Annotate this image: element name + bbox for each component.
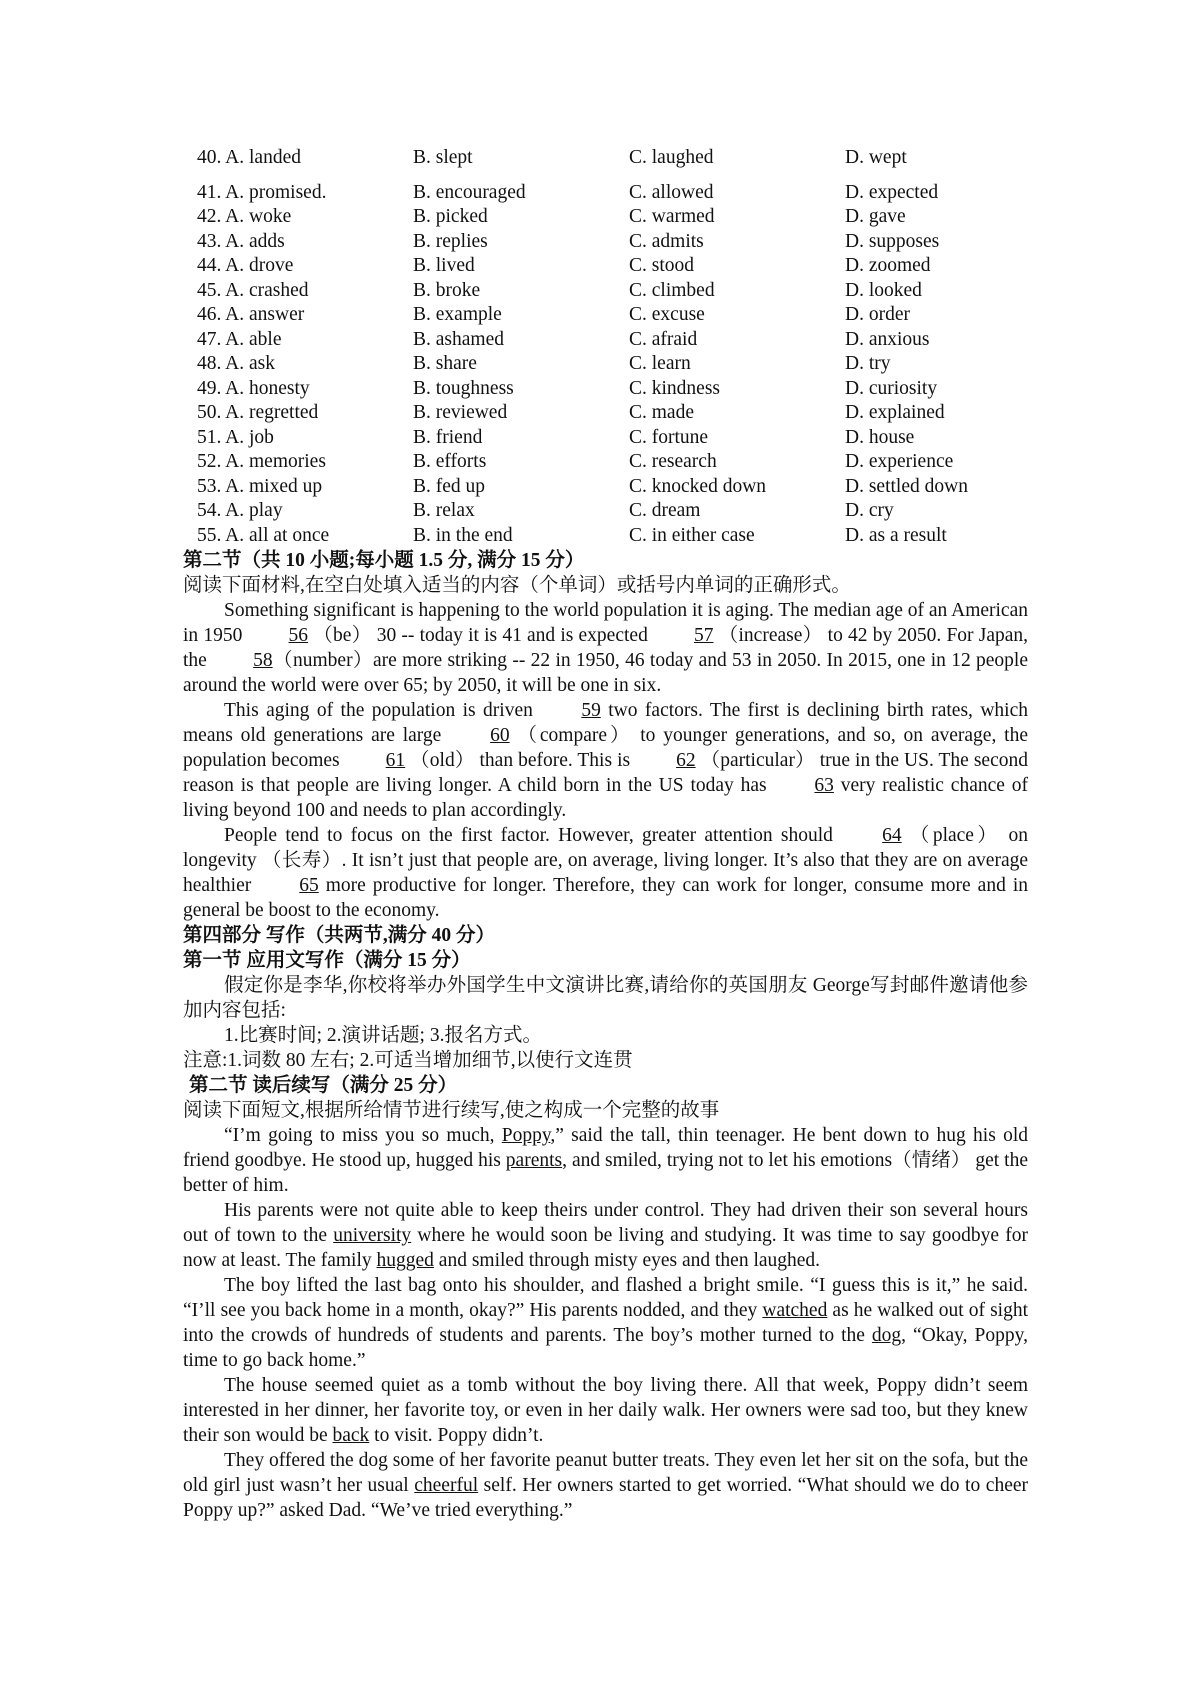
option-c[interactable]: C. allowed: [629, 181, 714, 203]
option-a[interactable]: 52. A. memories: [197, 451, 326, 472]
story-p3: The boy lifted the last bag onto his shoulder, and flashed a bright smile. “I guess this is it,” he said. “I’ll see you back home in a month, okay?” His parents nodded, and they watched as he walked out of sight into the crowds of hundreds of students and parents. The boy’s mother turned to the dog, “Okay, Poppy, time to go back home.”: [183, 1275, 1028, 1371]
option-b[interactable]: B. relax: [413, 500, 475, 521]
option-d[interactable]: D. order: [845, 304, 910, 325]
option-b[interactable]: B. reviewed: [413, 402, 508, 423]
option-b[interactable]: B. picked: [413, 206, 488, 227]
option-a[interactable]: 48. A. ask: [197, 353, 275, 374]
option-a[interactable]: 54. A. play: [197, 500, 283, 521]
option-c[interactable]: C. kindness: [629, 377, 721, 399]
blank-60[interactable]: 60: [490, 725, 510, 746]
underlined-word: parents: [505, 1150, 563, 1171]
story-p4: The house seemed quiet as a tomb without the boy living there. All that week, Poppy didn’t seem interested in her dinner, her favorite toy, or even in her daily walk. Her owners were sad too, but they knew their son would be back to visit. Poppy didn’t.: [183, 1375, 1028, 1446]
option-c[interactable]: C. laughed: [629, 147, 714, 168]
cloze-options: [183, 146, 1028, 548]
option-b[interactable]: B. example: [413, 304, 502, 325]
option-d[interactable]: D. looked: [845, 279, 922, 301]
option-b[interactable]: B. toughness: [413, 377, 514, 399]
option-c[interactable]: C. made: [629, 402, 694, 423]
exam-page: [183, 146, 1028, 1523]
underlined-word: cheerful: [414, 1475, 479, 1496]
option-a[interactable]: 41. A. promised.: [197, 181, 327, 203]
writing-section2-instruction: 阅读下面短文,根据所给情节进行续写,使之构成一个完整的故事: [183, 1100, 720, 1121]
option-row: [197, 328, 1028, 353]
part4-heading: 第四部分 写作（共两节,满分 40 分）: [183, 925, 496, 946]
option-c[interactable]: C. warmed: [629, 206, 715, 227]
option-d[interactable]: D. zoomed: [845, 255, 931, 276]
option-a[interactable]: 46. A. answer: [197, 304, 305, 325]
underlined-word: Poppy: [501, 1125, 551, 1146]
option-d[interactable]: D. house: [845, 426, 915, 448]
option-d[interactable]: D. anxious: [845, 328, 930, 350]
option-a[interactable]: 50. A. regretted: [197, 402, 319, 423]
option-c[interactable]: C. admits: [629, 230, 704, 252]
writing-section1-heading: 第一节 应用文写作（满分 15 分）: [183, 950, 471, 971]
option-d[interactable]: D. wept: [845, 147, 907, 168]
grammar-passage-p3: People tend to focus on the first factor. However, greater attention should 64 （place） on longevity （长寿）. It isn’t just that people are, on average, living longer. It’s also that they are on average healthier 65 more productive for longer. Therefore, they can work for longer, consume more and in general be boost to the economy.: [183, 825, 1028, 921]
option-c[interactable]: C. knocked down: [629, 475, 767, 497]
blank-57[interactable]: 57: [694, 625, 714, 646]
option-a[interactable]: 49. A. honesty: [197, 377, 310, 399]
option-a[interactable]: 42. A. woke: [197, 206, 292, 227]
option-b[interactable]: B. replies: [413, 230, 488, 252]
option-b[interactable]: B. encouraged: [413, 181, 526, 203]
story-p1: “I’m going to miss you so much, Poppy,” said the tall, thin teenager. He bent down to hug his old friend goodbye. He stood up, hugged his parents, and smiled, trying not to let his emotions（情绪） get the better of him.: [183, 1125, 1028, 1196]
option-row: [197, 303, 1028, 328]
option-c[interactable]: C. in either case: [629, 524, 755, 546]
writing-notes: 注意:1.词数 80 左右; 2.可适当增加细节,以使行文连贯: [183, 1050, 633, 1071]
option-row: [197, 426, 1028, 451]
option-d[interactable]: D. experience: [845, 451, 954, 472]
option-row: [197, 254, 1028, 279]
option-c[interactable]: C. dream: [629, 500, 701, 521]
option-a[interactable]: 51. A. job: [197, 426, 274, 448]
option-c[interactable]: C. learn: [629, 353, 691, 374]
option-row: [197, 475, 1028, 500]
writing-points: 1.比赛时间; 2.演讲话题; 3.报名方式。: [224, 1025, 542, 1046]
option-a[interactable]: 43. A. adds: [197, 230, 285, 252]
underlined-word: dog: [871, 1325, 902, 1346]
option-row: [197, 230, 1028, 255]
option-d[interactable]: D. cry: [845, 500, 894, 521]
section2-instruction: 阅读下面材料,在空白处填入适当的内容（个单词）或括号内单词的正确形式。: [183, 575, 851, 596]
blank-59[interactable]: 59: [581, 700, 601, 721]
option-row: [197, 524, 1028, 549]
option-b[interactable]: B. in the end: [413, 524, 513, 546]
grammar-passage-p1: Something significant is happening to the world population it is aging. The median age of an American in 1950 56 （be） 30 -- today it is 41 and is expected 57 （increase） to 42 by 2050. For Japan, the 58（number）are more striking -- 22 in 1950, 46 today and 53 in 2050. In 2015, one in 12 people around the world were over 65; by 2050, it will be one in six.: [183, 600, 1029, 696]
underlined-word: university: [333, 1225, 412, 1246]
option-d[interactable]: D. curiosity: [845, 377, 938, 399]
grammar-passage-p2: This aging of the population is driven 59 two factors. The first is declining birth rates, which means old generations are large 60 （compare） to younger generations, and so, on average, the population becomes 61 （old） than before. This is 62 （particular） true in the US. The second reason is that people are living longer. A child born in the US today has 63 very realistic chance of living beyond 100 and needs to plan accordingly.: [183, 700, 1028, 821]
option-b[interactable]: B. lived: [413, 255, 475, 276]
section2-heading: 第二节（共 10 小题;每小题 1.5 分, 满分 15 分）: [183, 550, 585, 571]
underlined-word: back: [332, 1425, 370, 1446]
option-a[interactable]: 40. A. landed: [197, 147, 301, 168]
option-d[interactable]: D. settled down: [845, 475, 968, 497]
underlined-word: hugged: [376, 1250, 434, 1271]
option-d[interactable]: D. as a result: [845, 524, 947, 546]
option-row: [197, 401, 1028, 426]
option-row: [197, 352, 1028, 377]
option-c[interactable]: C. excuse: [629, 304, 705, 325]
option-a[interactable]: 47. A. able: [197, 328, 282, 350]
blank-64[interactable]: 64: [882, 825, 902, 846]
option-a[interactable]: 44. A. drove: [197, 255, 294, 276]
option-a[interactable]: 53. A. mixed up: [197, 475, 323, 497]
option-b[interactable]: B. ashamed: [413, 328, 504, 350]
option-b[interactable]: B. slept: [413, 147, 473, 168]
option-a[interactable]: 45. A. crashed: [197, 279, 309, 301]
option-c[interactable]: C. fortune: [629, 426, 709, 448]
blank-63[interactable]: 63: [814, 775, 834, 796]
option-b[interactable]: B. efforts: [413, 451, 487, 472]
option-b[interactable]: B. friend: [413, 426, 483, 448]
story-p5: They offered the dog some of her favorite peanut butter treats. They even let her sit on the sofa, but the old girl just wasn’t her usual cheerful self. Her owners started to get worried. “What should we do to cheer Poppy up?” asked Dad. “We’ve tried everything.”: [183, 1450, 1028, 1521]
option-b[interactable]: B. broke: [413, 279, 481, 301]
option-c[interactable]: C. climbed: [629, 279, 715, 301]
option-c[interactable]: C. stood: [629, 255, 695, 276]
option-d[interactable]: D. expected: [845, 181, 939, 203]
option-row: [197, 499, 1028, 524]
blank-62[interactable]: 62: [676, 750, 696, 771]
option-row: [197, 450, 1028, 475]
option-d[interactable]: D. try: [845, 353, 891, 374]
option-a[interactable]: 55. A. all at once: [197, 524, 330, 546]
option-row: [197, 279, 1028, 304]
underlined-word: watched: [762, 1300, 828, 1321]
option-row: [197, 146, 1028, 171]
writing-section2-heading: 第二节 读后续写（满分 25 分）: [189, 1075, 458, 1096]
option-row: [197, 205, 1028, 230]
option-row: [197, 181, 1028, 206]
option-c[interactable]: C. research: [629, 451, 717, 472]
writing-prompt: 假定你是李华,你校将举办外国学生中文演讲比赛,请给你的英国朋友 George写封邮件邀请他参加内容包括:: [183, 975, 1028, 1021]
option-row: [197, 377, 1028, 402]
option-d[interactable]: D. supposes: [845, 230, 940, 252]
option-b[interactable]: B. share: [413, 353, 477, 374]
story-p2: His parents were not quite able to keep theirs under control. They had driven their son several hours out of town to the university where he would soon be living and studying. It was time to say goodbye for now at least. The family hugged and smiled through misty eyes and then laughed.: [183, 1200, 1028, 1271]
blank-65[interactable]: 65: [299, 875, 319, 896]
option-c[interactable]: C. afraid: [629, 328, 698, 350]
option-d[interactable]: D. explained: [845, 402, 945, 423]
blank-58[interactable]: 58: [253, 650, 273, 671]
option-d[interactable]: D. gave: [845, 206, 906, 227]
option-b[interactable]: B. fed up: [413, 475, 486, 497]
blank-61[interactable]: 61: [385, 750, 406, 771]
blank-56[interactable]: 56: [288, 625, 309, 646]
